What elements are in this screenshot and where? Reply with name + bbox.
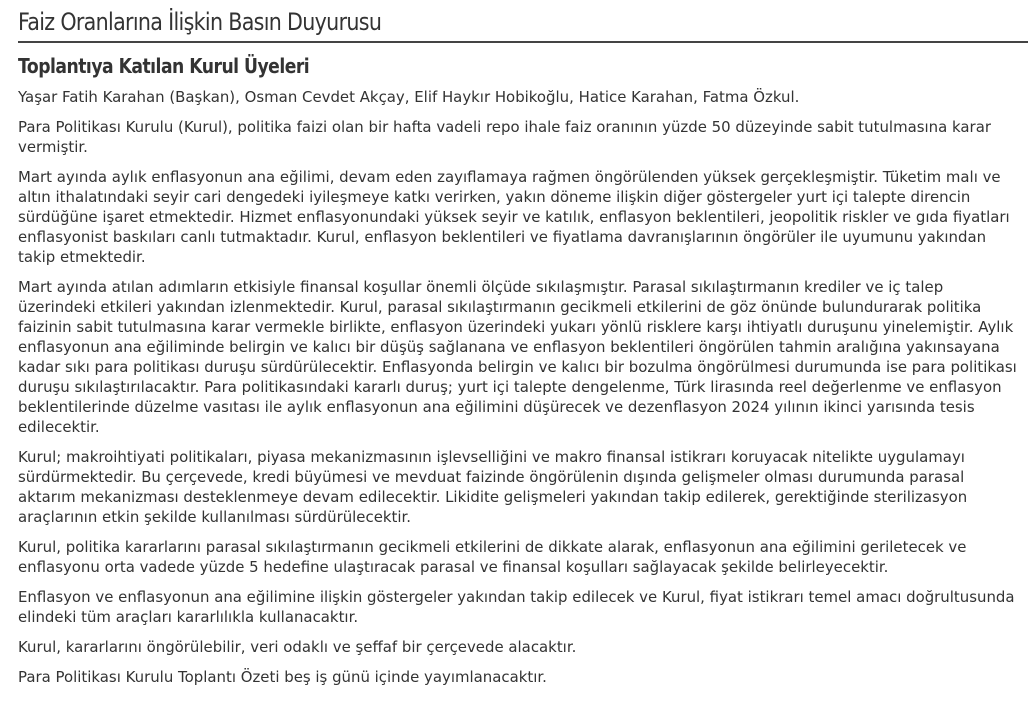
- paragraph-summary-notice: Para Politikası Kurulu Toplantı Özeti beş iş günü içinde yayımlanacaktır.: [18, 668, 547, 686]
- page-title: Faiz Oranlarına İlişkin Basın Duyurusu: [18, 8, 382, 36]
- press-release: [18, 0, 1028, 697]
- paragraph-framework: Kurul, kararlarını öngörülebilir, veri odaklı ve şeffaf bir çerçevede alacaktır.: [18, 638, 577, 656]
- members-list: Yaşar Fatih Karahan (Başkan), Osman Cevdet Akçay, Elif Haykır Hobikoğlu, Hatice Karahan, Fatma Özkul.: [18, 88, 800, 106]
- paragraph-monitoring: Enflasyon ve enflasyonun ana eğilimine ilişkin göstergeler yakından takip edilecek ve Kurul, fiyat istikrarı temel amacı doğrultusunda elindeki tüm araçları kararlılıkla kullanacaktır.: [18, 588, 1015, 626]
- paragraph-financial-conditions: Mart ayında atılan adımların etkisiyle finansal koşullar önemli ölçüde sıkılaşmıştır. Parasal sıkılaştırmanın krediler ve iç talep üzerindeki etkileri yakından izlenmektedir. Kurul, parasal sıkılaştırmanın gecikmeli etkilerini de göz önünde bulundurarak politika faizinin sabit tutulmasına karar vermekle birlikte, enflasyon üzerindeki yukarı yönlü risklere karşı ihtiyatlı duruşunu yinelemiştir. Aylık enflasyonun ana eğiliminde belirgin ve kalıcı bir düşüş sağlanana ve enflasyon beklentileri öngörülen tahmin aralığına yakınsayana kadar sıkı para politikası duruşu sürdürülecektir. Enflasyonda belirgin ve kalıcı bir bozulma öngörülmesi durumunda ise para politikası duruşu sıkılaştırılacaktır. Para politikasındaki kararlı duruş; yurt içi talepte dengelenme, Türk lirasında reel değerlenme ve enflasyon beklentilerinde düzelme vasıtası ile aylık enflasyonun ana eğilimini düşürecek ve dezenflasyon 2024 yılının ikinci yarısında tesis edilecektir.: [18, 278, 1017, 436]
- title-divider: [18, 41, 1028, 43]
- paragraph-decision: Para Politikası Kurulu (Kurul), politika faizi olan bir hafta vadeli repo ihale faiz oranının yüzde 50 düzeyinde sabit tutulmasına karar vermiştir.: [18, 118, 991, 156]
- members-heading: Toplantıya Katılan Kurul Üyeleri: [18, 54, 310, 78]
- paragraph-policy-decisions: Kurul, politika kararlarını parasal sıkılaştırmanın gecikmeli etkilerini de dikkate alarak, enflasyonun ana eğilimini geriletecek ve enflasyonu orta vadede yüzde 5 hedefine ulaştıracak parasal ve finansal koşulları sağlayacak şekilde belirleyecektir.: [18, 538, 967, 576]
- paragraph-inflation-trend: Mart ayında aylık enflasyonun ana eğilimi, devam eden zayıflamaya rağmen öngörülenden yüksek gerçekleşmiştir. Tüketim malı ve altın ithalatındaki seyir cari dengedeki iyileşmeye katkı verirken, yakın döneme ilişkin diğer göstergeler yurt içi talepte direncin sürdüğüne işaret etmektedir. Hizmet enflasyonundaki yüksek seyir ve katılık, enflasyon beklentileri, jeopolitik riskler ve gıda fiyatları enflasyonist baskıları canlı tutmaktadır. Kurul, enflasyon beklentileri ve fiyatlama davranışlarının öngörüler ile uyumunu yakından takip etmektedir.: [18, 168, 1010, 266]
- paragraph-macroprudential: Kurul; makroihtiyati politikaları, piyasa mekanizmasının işlevselliğini ve makro finansal istikrarı koruyacak nitelikte uygulamayı sürdürmektedir. Bu çerçevede, kredi büyümesi ve mevduat faizinde öngörülenin dışında gelişmeler olması durumunda parasal aktarım mekanizması desteklenmeye devam edilecektir. Likidite gelişmeleri yakından takip edilerek, gerektiğinde sterilizasyon araçlarının etkin şekilde kullanılması sürdürülecektir.: [18, 448, 968, 526]
- press-release-body: [18, 87, 1028, 687]
